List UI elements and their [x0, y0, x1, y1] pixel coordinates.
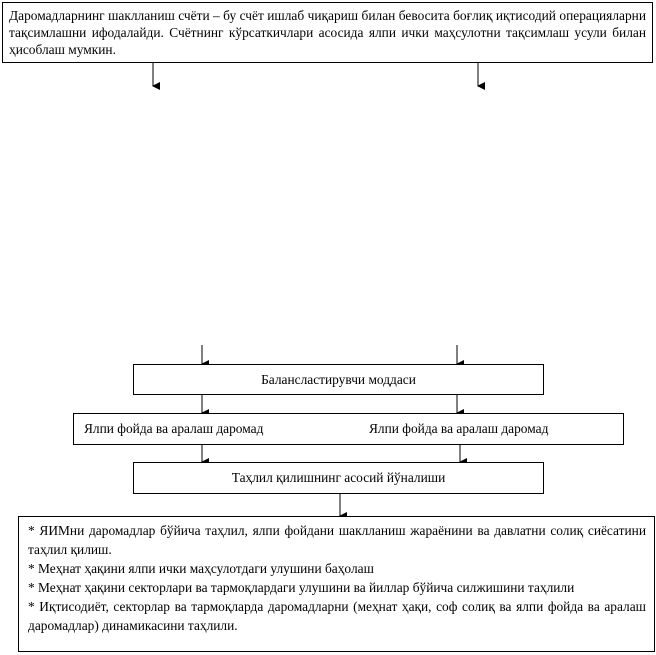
analysis-direction-item: * Иқтисодиёт, секторлар ва тармоқларда даромадларни (меҳнат ҳақи, соф солиқ ва ялпи фойда ва аралаш даромадлар) динамикасини таҳлили.: [28, 599, 646, 633]
main-analysis-direction-label: Таҳлил қилишнинг асосий йўналиши: [231, 470, 446, 485]
main-analysis-direction-box: [133, 462, 544, 494]
income-account-description-text: Даромадларнинг шаклланиш счёти – бу счёт ишлаб чиқариш билан бевосита боғлиқ иқтисодий операцияларни тақсимлашни ифодалайди. Счётнинг кўрсаткичлари асосида ялпи ички маҳсулотни тақсимлаш усули билан ҳисоблаш мумкин.: [9, 8, 646, 57]
analysis-direction-item: * Меҳнат ҳақини секторлари ва тармоқлардаги улушини ва йиллар бўйича силжишини таҳлили: [28, 580, 575, 595]
income-account-description-box: [2, 2, 653, 63]
analysis-direction-item: * ЯИМни даромадлар бўйича таҳлил, ялпи фойдани шаклланиш жараёнини ва давлатни солиқ сиёсатини таҳлил қилиш.: [28, 523, 646, 557]
analysis-directions-list: [18, 516, 655, 652]
analysis-direction-item: * Меҳнат ҳақини ялпи ички маҳсулотдаги улушини баҳолаш: [28, 561, 374, 576]
gross-profit-mixed-income-box: [73, 413, 624, 445]
balancing-item-box: [133, 364, 544, 395]
gross-profit-mixed-income-right-label: Ялпи фойда ва аралаш даромад: [369, 421, 549, 436]
gross-profit-mixed-income-left-label: Ялпи фойда ва аралаш даромад: [84, 421, 264, 436]
balancing-item-label: Балансластирувчи моддаси: [261, 371, 416, 387]
